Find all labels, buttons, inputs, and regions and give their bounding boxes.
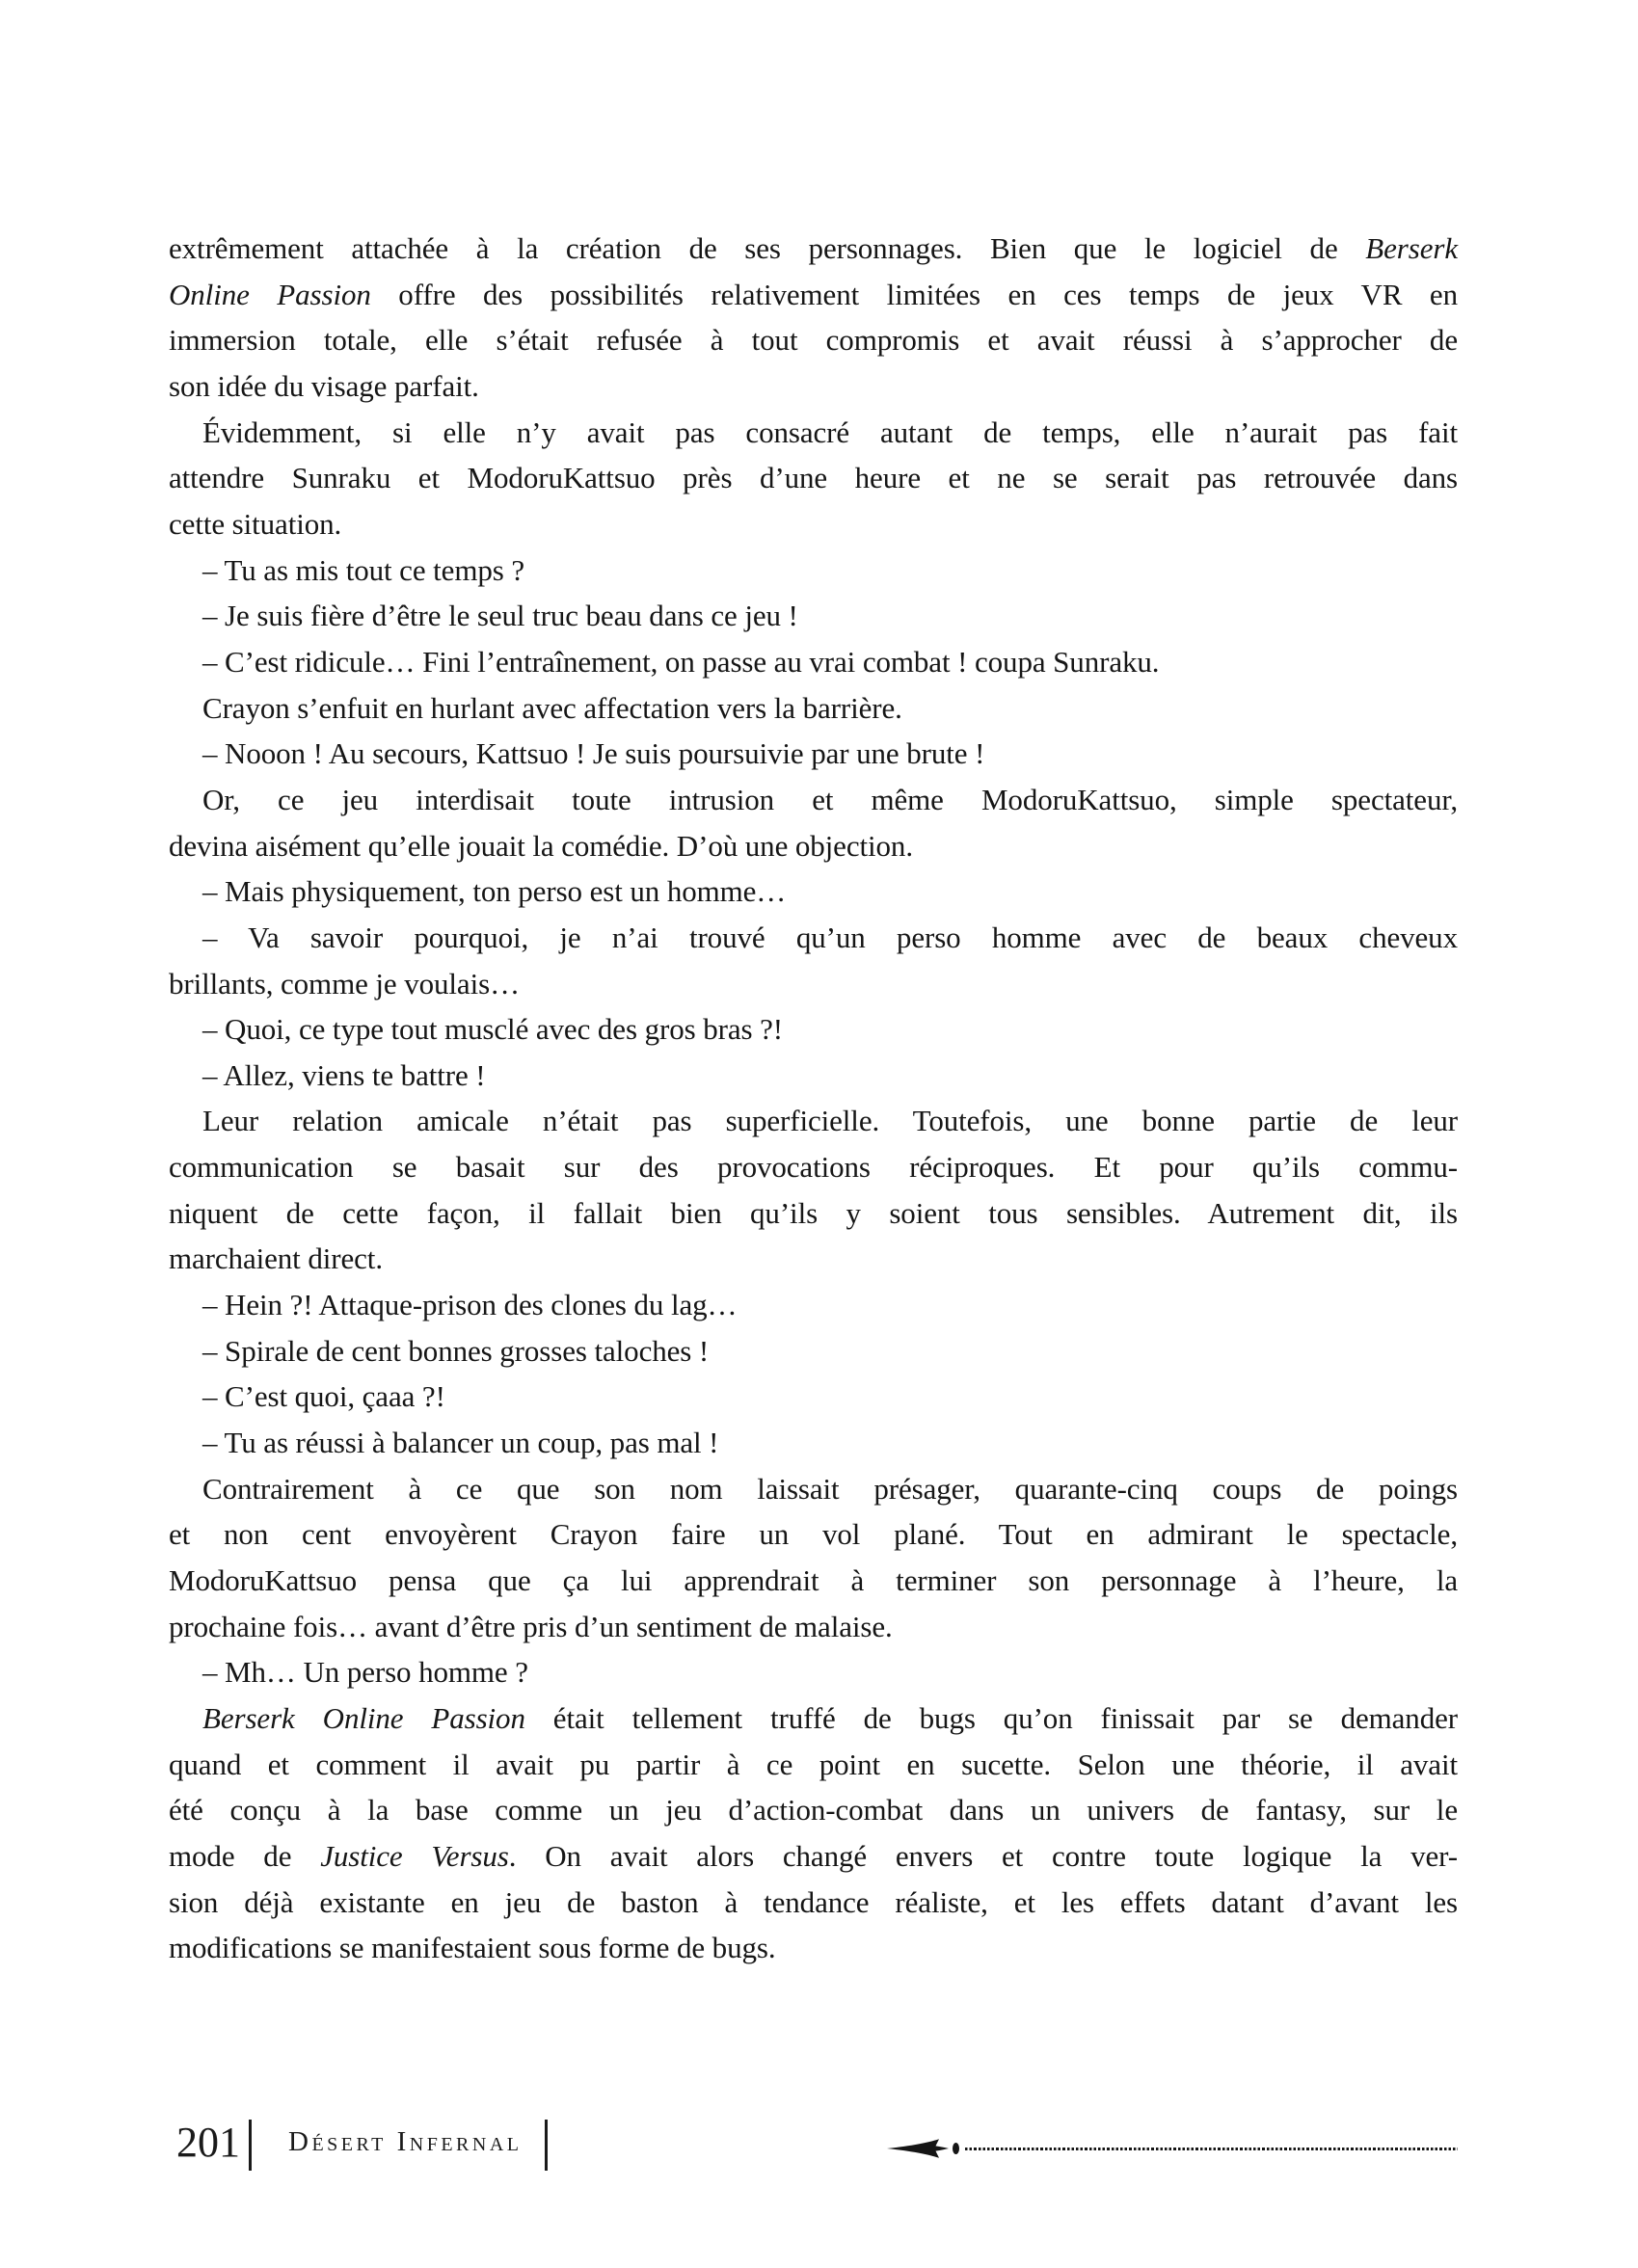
text-line: attendre Sunraku et ModoruKattsuo près d’une heure et ne se serait pas retrouvée dans xyxy=(169,461,1458,495)
footer-ornament xyxy=(887,2138,1458,2159)
text-line: – Hein ?! Attaque-prison des clones du lag… xyxy=(202,1288,738,1322)
italic-title: Berserk xyxy=(1365,231,1458,265)
text-block xyxy=(169,226,1458,1971)
text-line: sion déjà existante en jeu de baston à tendance réaliste, et les effets datant d’avant les xyxy=(169,1884,1458,1919)
text-line: – Tu as réussi à balancer un coup, pas mal ! xyxy=(202,1426,719,1460)
footer-divider xyxy=(545,2120,548,2171)
text-line: modifications se manifestaient sous forme de bugs. xyxy=(169,1931,776,1965)
footer-divider xyxy=(249,2120,252,2171)
running-title: Désert Infernal xyxy=(288,2126,523,2157)
text-line: Leur relation amicale n’était pas superficielle. Toutefois, une bonne partie de leur xyxy=(202,1104,1458,1138)
text-line: niquent de cette façon, il fallait bien qu’ils y soient tous sensibles. Autrement dit, ils xyxy=(169,1195,1458,1230)
arrow-left-icon xyxy=(887,2138,949,2159)
text-line: – C’est ridicule… Fini l’entraînement, on passe au vrai combat ! coupa Sunraku. xyxy=(202,644,1160,679)
italic-title: Berserk Online Passion xyxy=(202,1701,525,1735)
text-line: marchaient direct. xyxy=(169,1241,383,1276)
text-line: – Mh… Un perso homme ? xyxy=(202,1655,528,1690)
text-line: brillants, comme je voulais… xyxy=(169,966,520,1001)
text-line: Online Passion offre des possibilités relativement limitées en ces temps de jeux VR en xyxy=(169,277,1458,311)
text-line: – Nooon ! Au secours, Kattsuo ! Je suis poursuivie par une brute ! xyxy=(202,736,985,771)
text-line: Évidemment, si elle n’y avait pas consacré autant de temps, elle n’aurait pas fait xyxy=(202,414,1458,449)
text-line: – Allez, viens te battre ! xyxy=(202,1057,486,1092)
text-line: – C’est quoi, çaaa ?! xyxy=(202,1379,445,1414)
text-line: – Tu as mis tout ce temps ? xyxy=(202,552,525,587)
ornament-dot xyxy=(953,2143,959,2154)
page-number: 201 xyxy=(176,2119,240,2166)
text-line: cette situation. xyxy=(169,506,342,541)
text-line: Contrairement à ce que son nom laissait présager, quarante-cinq coups de poings xyxy=(202,1471,1458,1506)
page-footer xyxy=(0,2116,1638,2183)
text-line: ModoruKattsuo pensa que ça lui apprendrait à terminer son personnage à l’heure, la xyxy=(169,1563,1458,1598)
text-line: – Je suis fière d’être le seul truc beau dans ce jeu ! xyxy=(202,599,798,633)
text-line: extrêmement attachée à la création de ses personnages. Bien que le logiciel de Berserk xyxy=(169,231,1458,265)
text-line: prochaine fois… avant d’être pris d’un sentiment de malaise. xyxy=(169,1609,893,1643)
text-line: son idée du visage parfait. xyxy=(169,368,479,403)
text-line: – Spirale de cent bonnes grosses taloches ! xyxy=(202,1333,710,1368)
text-line: devina aisément qu’elle jouait la comédie. D’où une objection. xyxy=(169,828,913,863)
italic-title: Justice Versus xyxy=(320,1838,509,1873)
text-line: et non cent envoyèrent Crayon faire un vol plané. Tout en admirant le spectacle, xyxy=(169,1517,1458,1552)
dotted-line xyxy=(965,2148,1458,2150)
text-line: été conçu à la base comme un jeu d’action-combat dans un univers de fantasy, sur le xyxy=(169,1793,1458,1828)
text-line: mode de Justice Versus. On avait alors changé envers et contre toute logique la ver- xyxy=(169,1838,1458,1873)
text-line: Or, ce jeu interdisait toute intrusion et même ModoruKattsuo, simple spectateur, xyxy=(202,782,1458,816)
text-line: Berserk Online Passion était tellement truffé de bugs qu’on finissait par se demander xyxy=(202,1701,1458,1735)
text-line: Crayon s’enfuit en hurlant avec affectation vers la barrière. xyxy=(202,690,902,725)
text-line: – Va savoir pourquoi, je n’ai trouvé qu’un perso homme avec de beaux cheveux xyxy=(202,920,1458,954)
text-line: communication se basait sur des provocations réciproques. Et pour qu’ils commu- xyxy=(169,1150,1458,1185)
text-line: immersion totale, elle s’était refusée à tout compromis et avait réussi à s’approcher de xyxy=(169,323,1458,358)
text-line: quand et comment il avait pu partir à ce point en sucette. Selon une théorie, il avait xyxy=(169,1747,1458,1781)
italic-title: Online Passion xyxy=(169,277,371,311)
text-line: – Quoi, ce type tout musclé avec des gros bras ?! xyxy=(202,1012,783,1047)
text-line: – Mais physiquement, ton perso est un homme… xyxy=(202,874,787,909)
